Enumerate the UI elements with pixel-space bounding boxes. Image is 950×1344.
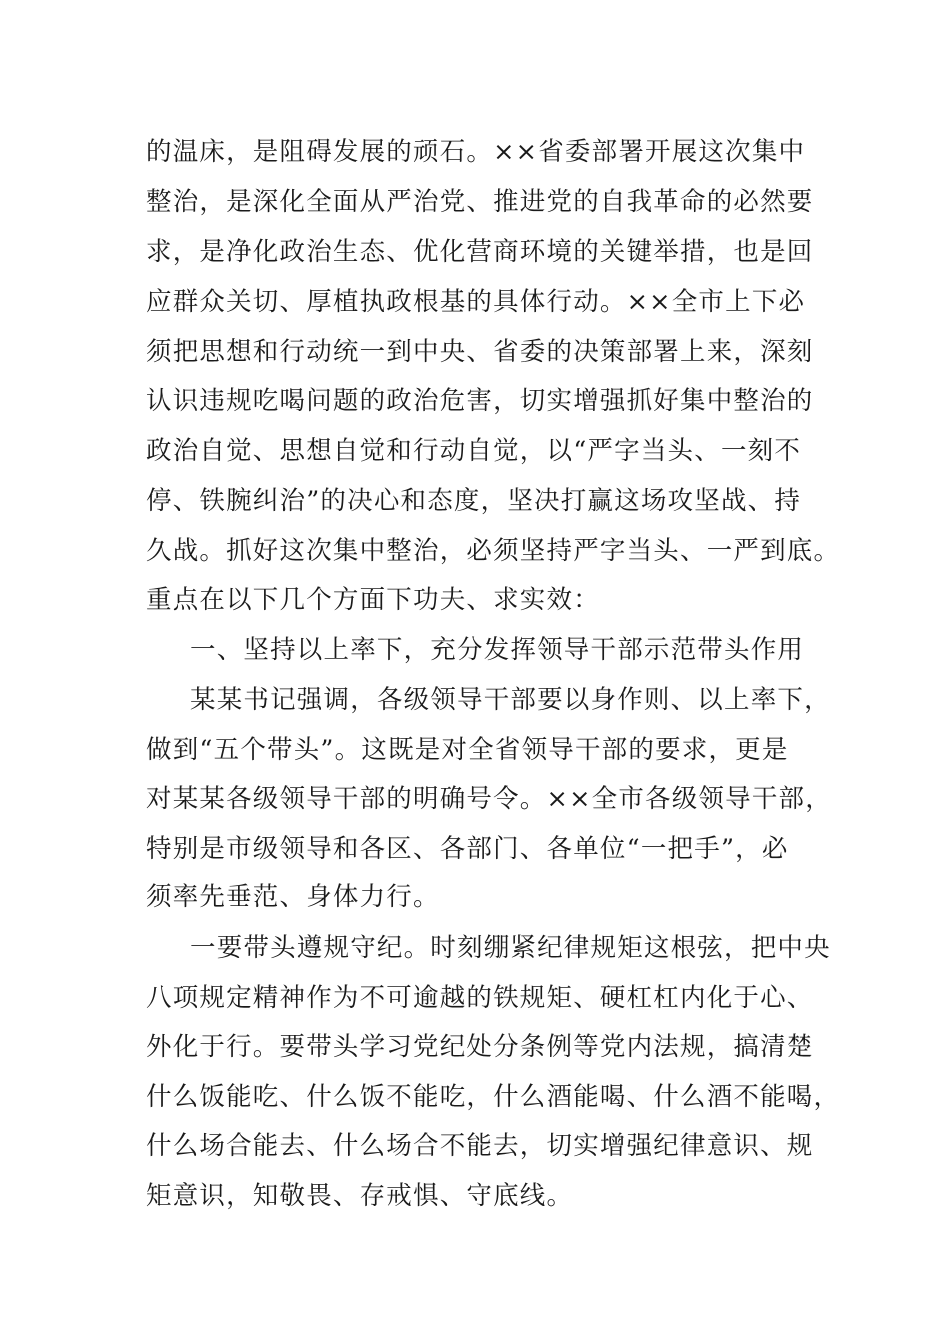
paragraph-line: 整治，是深化全面从严治党、推进党的自我革命的必然要: [146, 187, 814, 217]
paragraph-line: 求，是净化政治生态、优化营商环境的关键举措，也是回: [146, 237, 814, 267]
paragraph-line: 外化于行。要带头学习党纪处分条例等党内法规，搞清楚: [146, 1032, 814, 1062]
paragraph-line: 八项规定精神作为不可逾越的铁规矩、硬杠杠内化于心、: [146, 983, 814, 1013]
paragraph-line: 做到“五个带头”。这既是对全省领导干部的要求，更是: [146, 735, 789, 765]
paragraph-line: 对某某各级领导干部的明确号令。××全市各级领导干部，: [146, 784, 832, 814]
section-heading: 一、坚持以上率下，充分发挥领导干部示范带头作用: [190, 635, 805, 665]
paragraph-line: 矩意识，知敬畏、存戒惧、守底线。: [146, 1181, 574, 1211]
paragraph-line: 须率先垂范、身体力行。: [146, 882, 440, 912]
paragraph-line: 重点在以下几个方面下功夫、求实效：: [146, 585, 600, 615]
paragraph-line: 的温床，是阻碍发展的顽石。××省委部署开展这次集中: [146, 137, 806, 167]
paragraph-line: 什么场合能去、什么场合不能去，切实增强纪律意识、规: [146, 1131, 814, 1161]
paragraph-line: 一要带头遵规守纪。时刻绷紧纪律规矩这根弦，把中央: [190, 933, 831, 963]
paragraph-line: 某某书记强调，各级领导干部要以身作则、以上率下，: [190, 685, 831, 715]
paragraph-line: 应群众关切、厚植执政根基的具体行动。××全市上下必: [146, 287, 806, 317]
paragraph-line: 特别是市级领导和各区、各部门、各单位“一把手”，必: [146, 834, 789, 864]
paragraph-line: 须把思想和行动统一到中央、省委的决策部署上来，深刻: [146, 337, 814, 367]
paragraph-line: 认识违规吃喝问题的政治危害，切实增强抓好集中整治的: [146, 386, 814, 416]
paragraph-line: 什么饭能吃、什么饭不能吃，什么酒能喝、什么酒不能喝，: [146, 1082, 841, 1112]
paragraph-line: 久战。抓好这次集中整治，必须坚持严字当头、一严到底。: [146, 536, 841, 566]
paragraph-line: 政治自觉、思想自觉和行动自觉，以“严字当头、一刻不: [146, 436, 802, 466]
paragraph-line: 停、铁腕纠治”的决心和态度，坚决打赢这场攻坚战、持: [146, 486, 802, 516]
